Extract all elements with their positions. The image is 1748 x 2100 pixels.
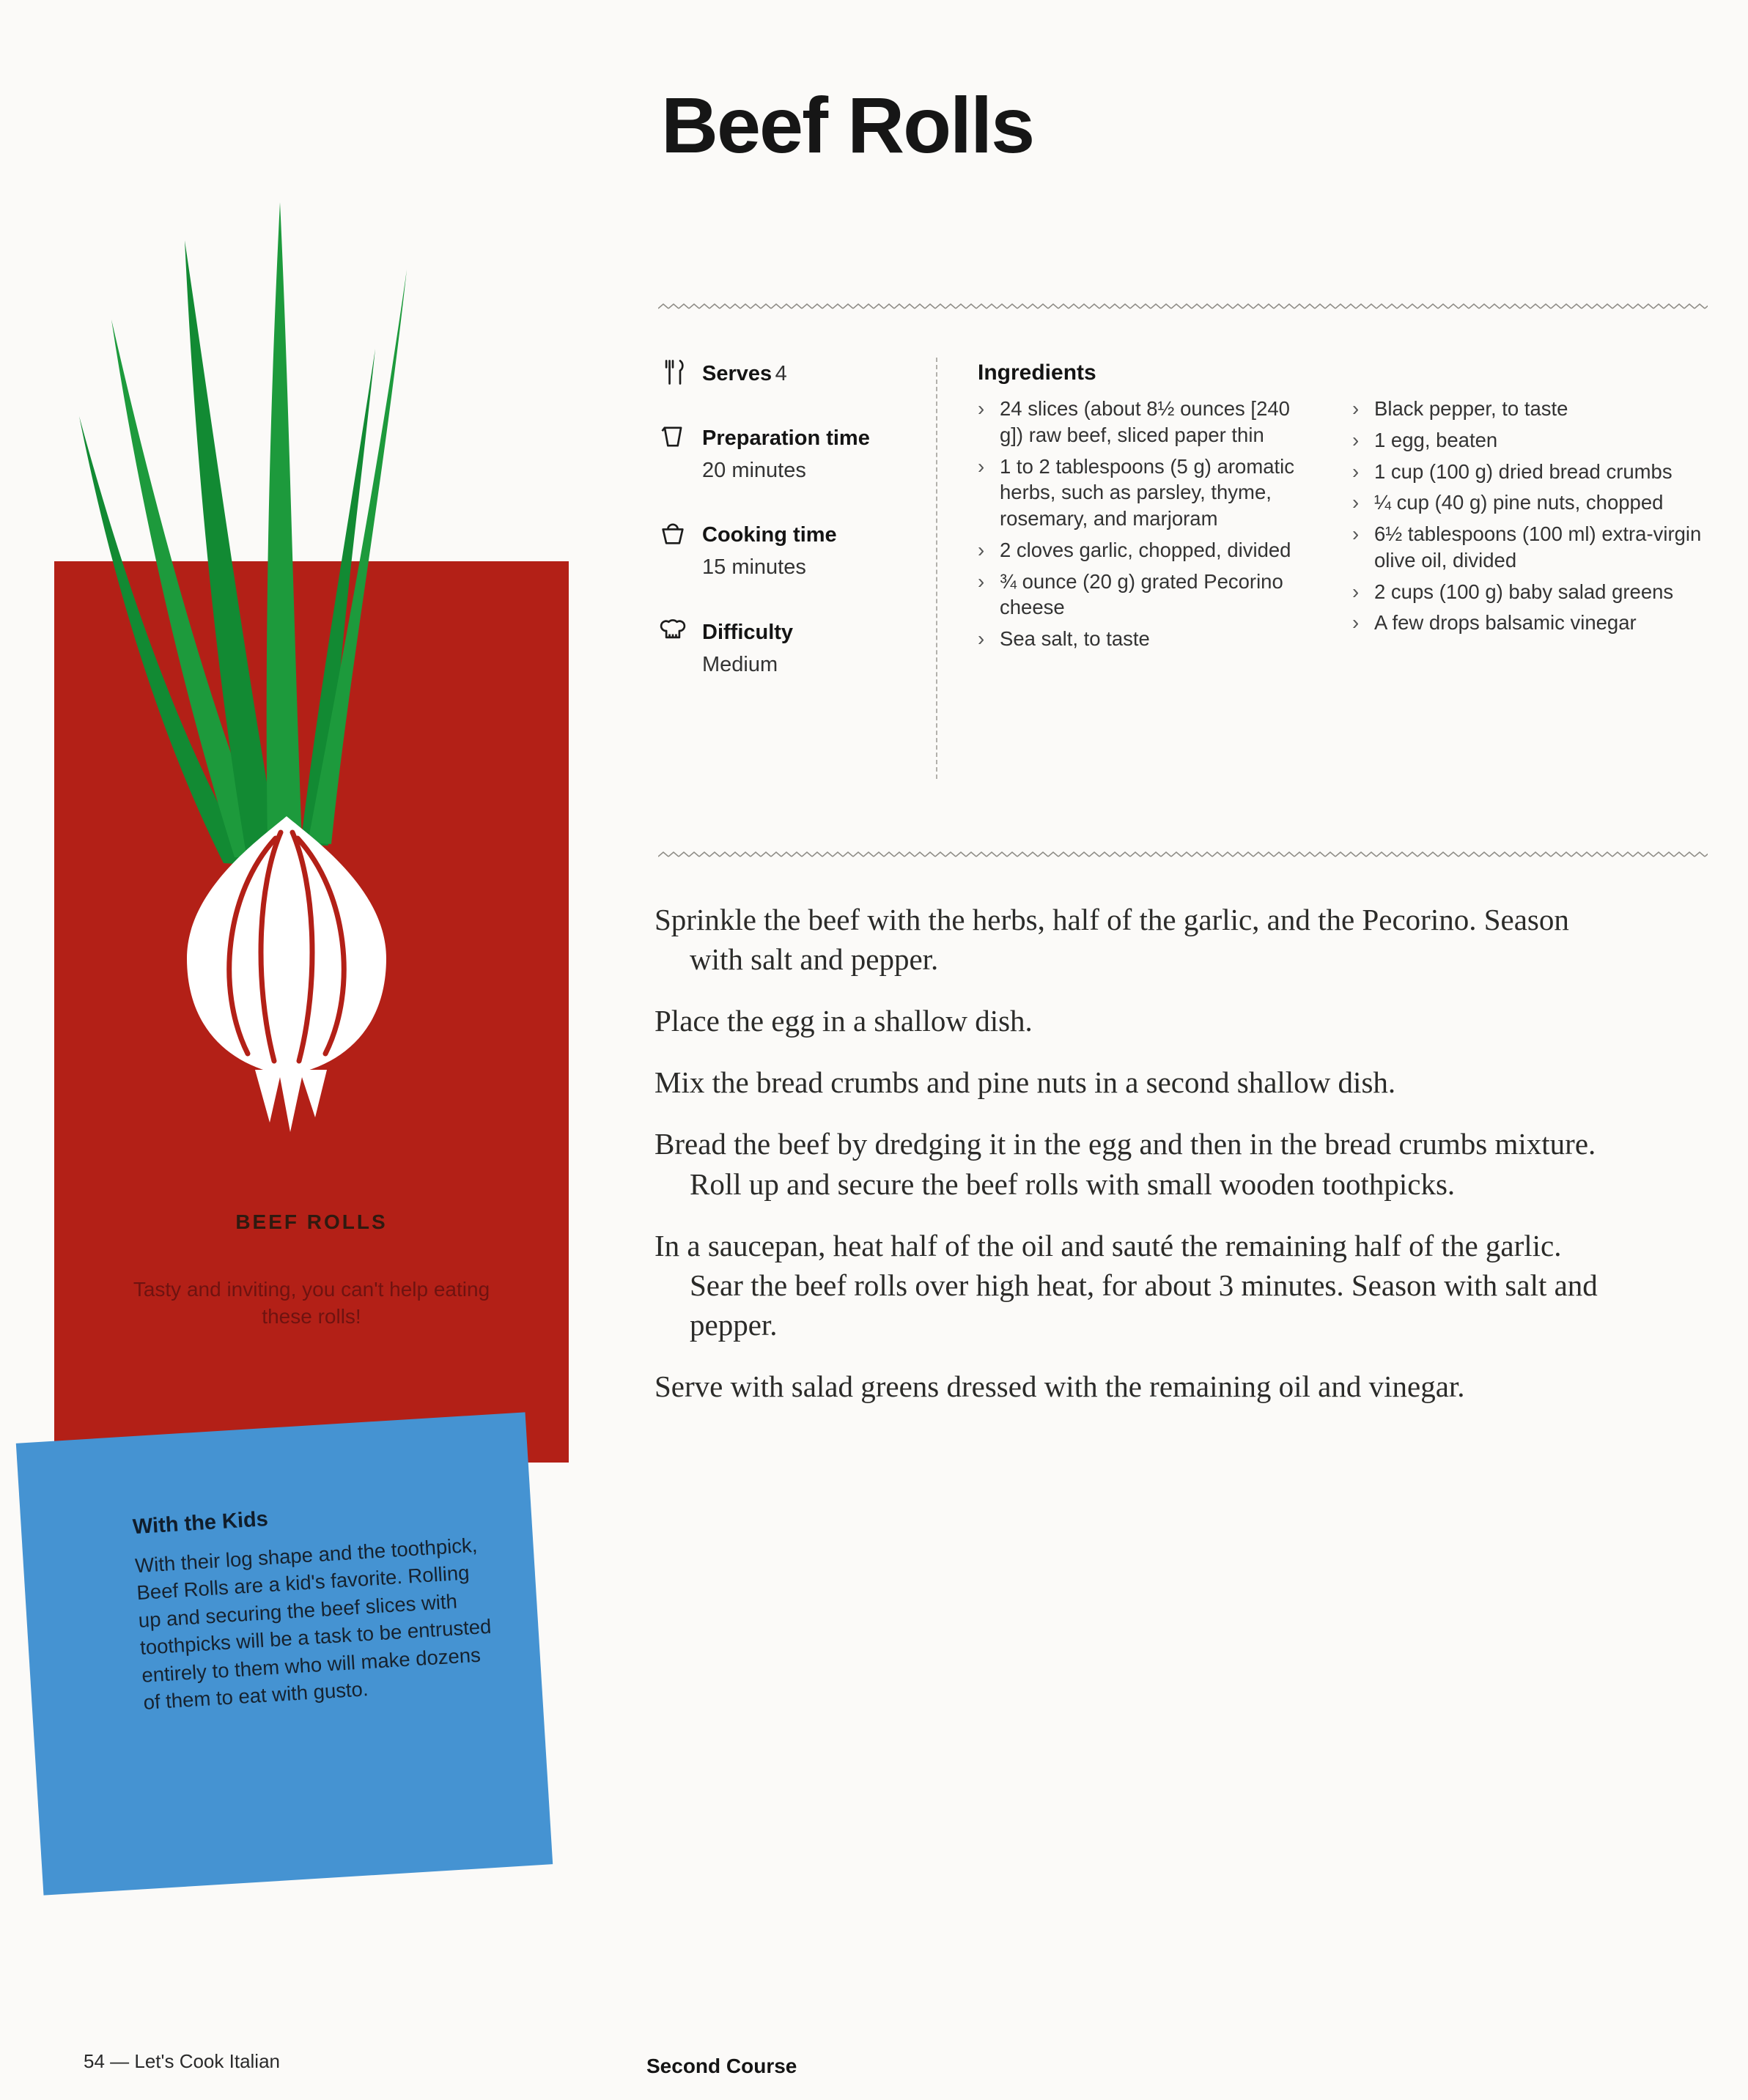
kids-text: With their log shape and the toothpick, Beef Rolls are a kid's favorite. Rolling up and securing the beef slices with toothpicks will be a task to be entrusted entirely to them who will make dozens of them to eat with gusto.	[134, 1533, 493, 1714]
meta-value: 20 minutes	[702, 458, 806, 482]
with-the-kids-card	[16, 1412, 553, 1895]
ingredient-text: 1 to 2 tablespoons (5 g) aromatic herbs, such as parsley, thyme, rosemary, and marjoram	[1000, 454, 1295, 530]
ingredient-bullet: ›	[1352, 428, 1360, 451]
meta-value: 15 minutes	[702, 555, 806, 579]
meta-cooking-time	[658, 522, 837, 581]
ingredient-bullet: ›	[978, 397, 985, 420]
ingredient-item	[1352, 579, 1711, 605]
ingredient-item	[1352, 459, 1711, 485]
ingredient-bullet: ›	[1352, 611, 1360, 635]
ingredient-item	[978, 537, 1316, 563]
ingredient-bullet: ›	[1352, 459, 1360, 483]
ingredient-text: 1 egg, beaten	[1374, 428, 1498, 451]
instruction-paragraph: Place the egg in a shallow dish.	[654, 1004, 1033, 1038]
cutlery-icon	[658, 358, 687, 387]
ingredient-text: 24 slices (about 8½ ounces [240 g]) raw beef, sliced paper thin	[1000, 397, 1290, 446]
chef-hat-icon	[658, 616, 687, 646]
ingredient-text: ¾ ounce (20 g) grated Pecorino cheese	[1000, 569, 1283, 619]
ingredient-text: 6½ tablespoons (100 ml) extra-virgin olive oil, divided	[1374, 522, 1702, 572]
meta-label: Difficulty	[702, 621, 794, 644]
prep-cup-icon	[658, 422, 687, 451]
meta-serves	[658, 361, 787, 388]
instruction-paragraph: In a saucepan, heat half of the oil and sauté the remaining half of the garlic. Sear the beef rolls over high heat, for about 3 minutes. Season with salt and pepper.	[654, 1228, 1598, 1342]
page-title: Beef Rolls	[661, 81, 1034, 169]
instruction-paragraph: Serve with salad greens dressed with the remaining oil and vinegar.	[654, 1369, 1465, 1403]
instruction-paragraph: Sprinkle the beef with the herbs, half of the garlic, and the Pecorino. Season with salt and pepper.	[654, 903, 1569, 977]
ingredient-item	[978, 454, 1316, 532]
ingredient-item	[1352, 427, 1711, 454]
instruction-paragraph: Mix the bread crumbs and pine nuts in a second shallow dish.	[654, 1065, 1396, 1100]
wavy-divider-bottom	[658, 850, 1708, 860]
ingredient-item	[1352, 610, 1711, 636]
ingredient-bullet: ›	[978, 454, 985, 478]
meta-label: Cooking time	[702, 523, 837, 547]
onion-illustration	[59, 196, 572, 1171]
ingredient-text: ¼ cup (40 g) pine nuts, chopped	[1374, 491, 1664, 514]
pot-icon	[658, 519, 687, 548]
ingredients-column-2	[1352, 396, 1711, 641]
meta-ingredients-divider	[936, 358, 937, 779]
ingredient-item	[1352, 489, 1711, 516]
ingredient-item	[1352, 396, 1711, 422]
ingredient-bullet: ›	[1352, 397, 1360, 420]
ingredient-text: 2 cups (100 g) baby salad greens	[1374, 580, 1674, 603]
onion-bulb-group	[187, 816, 386, 1132]
instruction-paragraph: Bread the beef by dredging it in the egg and then in the bread crumbs mixture. Roll up and secure the beef rolls with small wooden toothpicks.	[654, 1127, 1596, 1201]
ingredient-bullet: ›	[978, 569, 985, 593]
art-badge-title: BEEF ROLLS	[235, 1210, 388, 1233]
ingredient-item	[978, 626, 1316, 652]
ingredient-item	[1352, 521, 1711, 574]
meta-value: 4	[775, 362, 787, 385]
ingredient-bullet: ›	[1352, 522, 1360, 545]
onion-leaves-group	[79, 202, 407, 865]
ingredient-bullet: ›	[1352, 580, 1360, 603]
footer-section-title: Second Course	[646, 2055, 797, 2077]
ingredient-item	[978, 396, 1316, 448]
onion-roots	[255, 1070, 327, 1132]
ingredient-bullet: ›	[978, 538, 985, 561]
ingredient-text: 1 cup (100 g) dried bread crumbs	[1374, 459, 1673, 483]
ingredient-text: 2 cloves garlic, chopped, divided	[1000, 538, 1291, 561]
footer-page-number: 54 — Let's Cook Italian	[84, 2050, 280, 2072]
ingredient-bullet: ›	[978, 627, 985, 650]
kids-heading: With the Kids	[132, 1507, 269, 1539]
meta-difficulty	[658, 619, 793, 679]
instructions	[654, 900, 1607, 1428]
ingredients-heading: Ingredients	[978, 361, 1096, 385]
meta-label: Serves	[702, 362, 772, 385]
ingredient-text: A few drops balsamic vinegar	[1374, 611, 1637, 635]
ingredient-text: Black pepper, to taste	[1374, 397, 1568, 420]
meta-label: Preparation time	[702, 426, 870, 450]
meta-value: Medium	[702, 652, 778, 676]
ingredient-item	[978, 569, 1316, 621]
ingredient-bullet: ›	[1352, 491, 1360, 514]
ingredient-text: Sea salt, to taste	[1000, 627, 1150, 650]
ingredients-column-1	[978, 396, 1316, 657]
wavy-divider-top	[658, 302, 1708, 312]
art-badge-tagline: Tasty and inviting, you can't help eating these rolls!	[133, 1278, 490, 1328]
meta-preparation-time	[658, 425, 870, 484]
